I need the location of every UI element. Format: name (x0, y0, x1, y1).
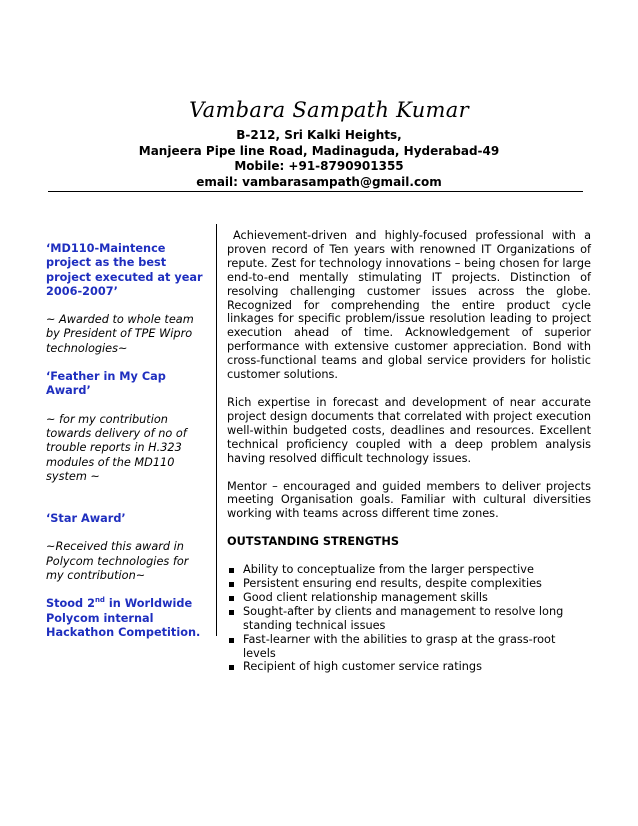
awards-column (46, 242, 208, 640)
header-divider (48, 191, 583, 192)
list-item: Recipient of high customer service ratings (227, 660, 591, 674)
award-md110-note: ~ Awarded to whole team by President of TPE Wipro technologies~ (46, 313, 194, 355)
email-address: email: vambarasampath@gmail.com (196, 174, 442, 189)
award-md110: ‘MD110-Maintence project as the best project executed at year 2006-2007’ (46, 242, 203, 298)
list-item: Ability to conceptualize from the larger perspective (227, 563, 591, 577)
mobile-number: Mobile: +91-8790901355 (234, 159, 404, 173)
summary-paragraph-1: Achievement-driven and highly-focused professional with a proven record of Ten years with renowned IT Organizations of repute. Zest for technology innovations – being chosen for large end-to-end mentally stimulating IT projects. Distinction of resolving challenging customer issues across the globe. Recognized for comprehending the entire product cycle linkages for specific problem/issue resolution leading to project execution ahead of time. Acknowledgement of superior performance with extensive customer appreciation. Bond with cross-functional teams and global service providers for holistic customer solutions. (227, 229, 591, 382)
column-divider (216, 224, 217, 636)
award-hackathon: Stood 2nd in Worldwide Polycom internal Hackathon Competition. (46, 596, 201, 639)
award-star: ‘Star Award’ (46, 512, 126, 526)
candidate-name: Vambara Sampath Kumar (189, 98, 469, 122)
strengths-title: OUTSTANDING STRENGTHS (227, 535, 399, 549)
award-star-note: ~Received this award in Polycom technologies for my contribution~ (46, 540, 189, 583)
summary-paragraph-2: Rich expertise in forecast and development of near accurate project design documents that correlated with project execution well-within budgeted costs, deadlines and resources. Excellent technical proficiency coupled with a deep problem analysis having resolved difficult technology issues. (227, 395, 591, 465)
profile-column (227, 229, 591, 674)
list-item: Fast-learner with the abilities to grasp at the grass-root levels (227, 633, 591, 661)
strengths-list (227, 563, 591, 674)
list-item: Persistent ensuring end results, despite complexities (227, 577, 591, 591)
list-item: Good client relationship management skills (227, 591, 591, 605)
list-item: Sought-after by clients and management to resolve long standing technical issues (227, 605, 591, 633)
address-line-1: B-212, Sri Kalki Heights, (236, 128, 402, 142)
address-line-2: Manjeera Pipe line Road, Madinaguda, Hyderabad-49 (138, 143, 500, 158)
summary-paragraph-3: Mentor – encouraged and guided members to deliver projects meeting Organisation goals. Familiar with cultural diversities working with teams across different time zones. (227, 479, 591, 521)
resume-header (0, 98, 638, 190)
award-feather-in-cap: ‘Feather in My Cap Award’ (46, 370, 166, 398)
award-feather-note: ~ for my contribution towards delivery of no of trouble reports in H.323 modules of the MD110 system ~ (46, 412, 187, 483)
